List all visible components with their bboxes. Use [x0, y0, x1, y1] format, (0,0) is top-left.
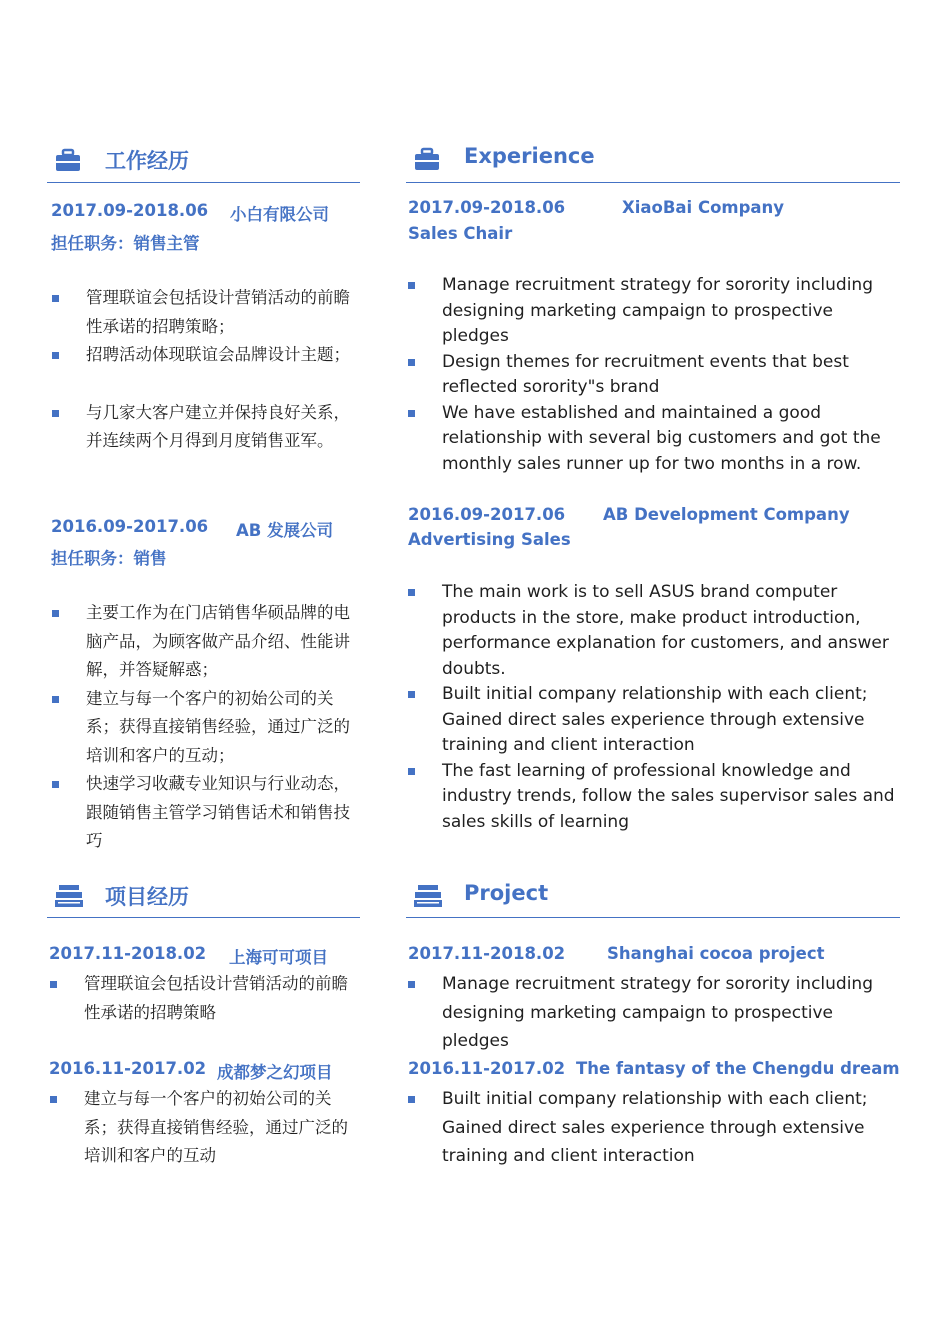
divider [47, 917, 360, 918]
bullet-icon [50, 981, 57, 988]
list-item: 主要工作为在门店销售华硕品牌的电脑产品，为顾客做产品介绍、性能讲解，并答疑解惑； [52, 599, 362, 685]
list-item: 快速学习收藏专业知识与行业动态，跟随销售主管学习销售话术和销售技巧 [52, 770, 362, 856]
list-item: Manage recruitment strategy for sorority including designing marketing campaign to prospective pledges [408, 970, 905, 1056]
job-bullets [52, 599, 362, 856]
divider [47, 182, 360, 183]
job-role: 担任职务：销售主管 [51, 234, 200, 253]
job-date: 2017.09-2018.06 [51, 201, 209, 220]
section-header-project-cn [55, 884, 360, 924]
list-item: 建立与每一个客户的初始公司的关系；获得直接销售经验，通过广泛的培训和客户的互动； [52, 685, 362, 771]
books-icon [55, 884, 81, 910]
job-bullets [408, 273, 905, 477]
section-header-work-en [414, 144, 900, 187]
list-item: The fast learning of professional knowledge and industry trends, follow the sales supervisor sales and sales skills of learning [408, 759, 905, 836]
section-title: 项目经历 [105, 885, 189, 909]
job-bullets [408, 580, 905, 835]
job-company: AB Development Company [603, 505, 850, 524]
job-bullets-clip [52, 599, 364, 850]
divider [406, 917, 900, 918]
bullet-icon [52, 352, 59, 359]
project-date: 2016.11-2017.02 [408, 1059, 566, 1078]
briefcase-icon [414, 147, 440, 173]
bullet-icon [408, 589, 415, 596]
project-bullets [50, 970, 358, 1027]
job-date: 2016.09-2017.06 [51, 517, 209, 536]
list-item: Manage recruitment strategy for sorority including designing marketing campaign to prospective pledges [408, 273, 905, 350]
bullet-icon [408, 359, 415, 366]
bullet-icon [52, 781, 59, 788]
list-item: Built initial company relationship with each client; Gained direct sales experience through extensive training and client interaction [408, 682, 905, 759]
job-date: 2016.09-2017.06 [408, 505, 566, 524]
briefcase-icon [55, 148, 81, 174]
project-name: 成都梦之幻项目 [217, 1063, 333, 1082]
job-role: Advertising Sales [408, 530, 571, 549]
project-bullets [408, 970, 905, 1056]
list-item: 管理联谊会包括设计营销活动的前瞻性承诺的招聘策略； [52, 284, 362, 341]
job-bullets [52, 284, 362, 456]
list-item: Built initial company relationship with each client; Gained direct sales experience through extensive training and client interaction [408, 1085, 905, 1171]
section-title: 工作经历 [105, 149, 189, 173]
project-name: The fantasy of the Chengdu dream [576, 1059, 900, 1078]
bullet-icon [50, 1096, 57, 1103]
bullet-icon [52, 295, 59, 302]
project-date: 2017.11-2018.02 [408, 944, 566, 963]
bullet-icon [408, 691, 415, 698]
job-date: 2017.09-2018.06 [408, 198, 566, 217]
project-name: 上海可可项目 [229, 948, 328, 967]
list-item: 管理联谊会包括设计营销活动的前瞻性承诺的招聘策略 [50, 970, 358, 1027]
project-bullets [408, 1085, 905, 1171]
bullet-icon [408, 768, 415, 775]
section-title: Project [464, 881, 549, 905]
project-name: Shanghai cocoa project [607, 944, 825, 963]
job-role: 担任职务：销售 [51, 549, 167, 568]
project-bullets [50, 1085, 358, 1171]
divider [406, 182, 900, 183]
list-item: 与几家大客户建立并保持良好关系，并连续两个月得到月度销售亚军。 [52, 399, 362, 456]
bullet-icon [52, 610, 59, 617]
job-company: 小白有限公司 [230, 205, 329, 224]
list-item: We have established and maintained a good relationship with several big customers and got the monthly sales runner up for two months in a row. [408, 401, 905, 478]
section-header-project-en [414, 881, 900, 924]
bullet-icon [52, 410, 59, 417]
bullet-icon [408, 981, 415, 988]
project-date: 2017.11-2018.02 [49, 944, 207, 963]
books-icon [414, 884, 440, 910]
list-item: 招聘活动体现联谊会品牌设计主题； [52, 341, 362, 370]
bullet-icon [408, 1096, 415, 1103]
job-company: AB 发展公司 [236, 521, 334, 540]
job-bullets-clip [408, 580, 905, 832]
bullet-icon [52, 696, 59, 703]
list-item: The main work is to sell ASUS brand computer products in the store, make product introduction, performance explanation for customers, and answer doubts. [408, 580, 905, 682]
project-date: 2016.11-2017.02 [49, 1059, 207, 1078]
section-title: Experience [464, 144, 595, 168]
job-company: XiaoBai Company [622, 198, 785, 217]
job-role: Sales Chair [408, 224, 513, 243]
bullet-icon [408, 282, 415, 289]
list-item: 建立与每一个客户的初始公司的关系；获得直接销售经验，通过广泛的培训和客户的互动 [50, 1085, 358, 1171]
list-item: Design themes for recruitment events that best reflected sorority"s brand [408, 350, 905, 401]
bullet-icon [408, 410, 415, 417]
